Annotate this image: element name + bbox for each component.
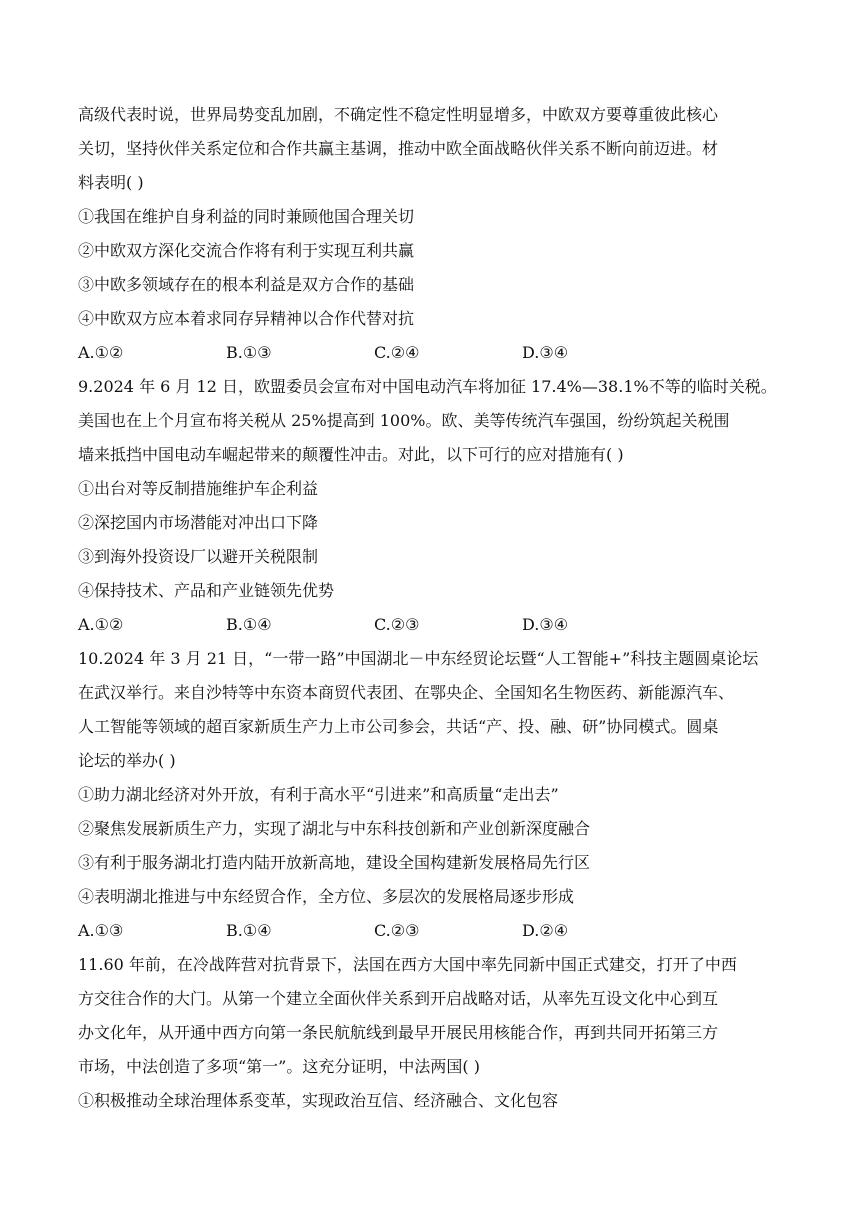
question-stem-line: 论坛的举办( ) xyxy=(78,751,176,770)
question-8 xyxy=(78,98,782,370)
statement-1: ①我国在维护自身利益的同时兼顾他国合理关切 xyxy=(78,207,415,226)
statement-4: ④保持技术、产品和产业链领先优势 xyxy=(78,581,335,600)
option-b: B.①④ xyxy=(226,615,272,634)
answer-options xyxy=(78,608,782,642)
statement-3: ③到海外投资设厂以避开关税限制 xyxy=(78,547,319,566)
question-stem-line: 高级代表时说，世界局势变乱加剧，不确定性不稳定性明显增多，中欧双方要尊重彼此核心 xyxy=(78,105,719,124)
question-stem-line: 在武汉举行。来自沙特等中东资本商贸代表团、在鄂央企、全国知名生物医药、新能源汽车、 xyxy=(78,683,735,702)
statement-4: ④中欧双方应本着求同存异精神以合作代替对抗 xyxy=(78,309,415,328)
question-stem-line: 关切，坚持伙伴关系定位和合作共赢主基调，推动中欧全面战略伙伴关系不断向前迈进。材 xyxy=(78,139,719,158)
statement-1: ①助力湖北经济对外开放，有利于高水平“引进来”和高质量“走出去” xyxy=(78,785,559,804)
option-b: B.①④ xyxy=(226,921,272,940)
question-stem-line: 墙来抵挡中国电动车崛起带来的颠覆性冲击。对此，以下可行的应对措施有( ) xyxy=(78,445,624,464)
option-c: C.②④ xyxy=(374,343,420,362)
statement-3: ③中欧多领域存在的根本利益是双方合作的基础 xyxy=(78,275,415,294)
option-a: A.①③ xyxy=(78,921,124,940)
question-10 xyxy=(78,642,782,948)
statement-2: ②中欧双方深化交流合作将有利于实现互利共赢 xyxy=(78,241,415,260)
statement-1: ①出台对等反制措施维护车企利益 xyxy=(78,479,319,498)
option-d: D.③④ xyxy=(522,615,569,634)
question-stem-line: 美国也在上个月宣布将关税从 25%提高到 100%。欧、美等传统汽车强国，纷纷筑起关税围 xyxy=(78,411,730,430)
question-stem-line: 市场，中法创造了多项“第一”。这充分证明，中法两国( ) xyxy=(78,1057,480,1076)
option-c: C.②③ xyxy=(374,615,420,634)
statement-1: ①积极推动全球治理体系变革，实现政治互信、经济融合、文化包容 xyxy=(78,1091,559,1110)
option-a: A.①② xyxy=(78,343,124,362)
question-stem-line: 人工智能等领域的超百家新质生产力上市公司参会，共话“产、投、融、研”协同模式。圆桌 xyxy=(78,717,719,736)
option-c: C.②③ xyxy=(374,921,420,940)
answer-options xyxy=(78,336,782,370)
question-9 xyxy=(78,370,782,642)
statement-2: ②深挖国内市场潜能对冲出口下降 xyxy=(78,513,319,532)
option-b: B.①③ xyxy=(226,343,272,362)
question-stem-line: 10.2024 年 3 月 21 日，“一带一路”中国湖北－中东经贸论坛暨“人工智能+”科技主题圆桌论坛 xyxy=(78,649,759,668)
answer-options xyxy=(78,914,782,948)
option-a: A.①② xyxy=(78,615,124,634)
statement-2: ②聚焦发展新质生产力，实现了湖北与中东科技创新和产业创新深度融合 xyxy=(78,819,591,838)
statement-4: ④表明湖北推进与中东经贸合作，全方位、多层次的发展格局逐步形成 xyxy=(78,887,575,906)
page-content xyxy=(78,98,782,1118)
option-d: D.②④ xyxy=(522,921,569,940)
question-stem-line: 9.2024 年 6 月 12 日，欧盟委员会宣布对中国电动汽车将加征 17.4%—38.1%不等的临时关税。 xyxy=(78,377,777,396)
statement-3: ③有利于服务湖北打造内陆开放新高地，建设全国构建新发展格局先行区 xyxy=(78,853,591,872)
question-11 xyxy=(78,948,782,1118)
option-d: D.③④ xyxy=(522,343,569,362)
question-stem-line: 料表明( ) xyxy=(78,173,144,192)
question-stem-line: 方交往合作的大门。从第一个建立全面伙伴关系到开启战略对话，从率先互设文化中心到互 xyxy=(78,989,719,1008)
question-stem-line: 11.60 年前，在冷战阵营对抗背景下，法国在西方大国中率先同新中国正式建交，打开了中西 xyxy=(78,955,737,974)
question-stem-line: 办文化年，从开通中西方向第一条民航航线到最早开展民用核能合作，再到共同开拓第三方 xyxy=(78,1023,719,1042)
